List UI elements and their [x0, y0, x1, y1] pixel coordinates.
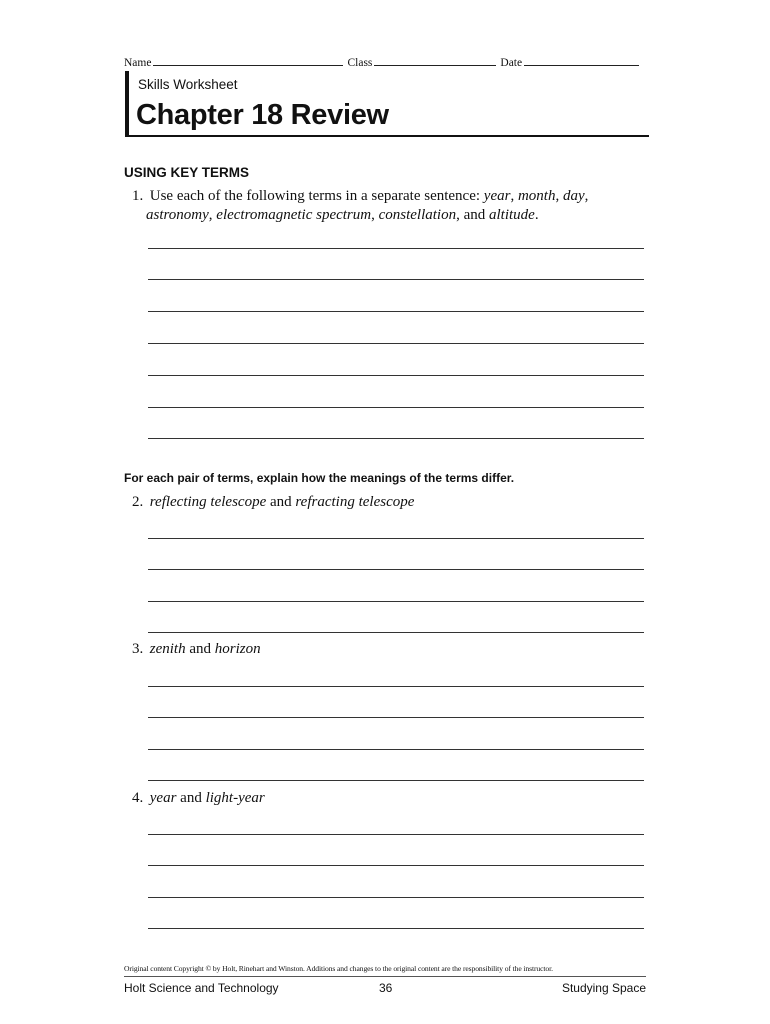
answer-line[interactable]: [148, 248, 644, 249]
answer-line[interactable]: [148, 686, 644, 687]
separator: ,: [584, 188, 589, 204]
term: refracting telescope: [295, 494, 415, 510]
answer-line[interactable]: [148, 438, 644, 439]
student-info-line: [124, 55, 644, 69]
question-4: [132, 789, 632, 808]
term: electromagnetic spectrum: [216, 207, 372, 223]
answer-line[interactable]: [148, 311, 644, 312]
answer-line[interactable]: [148, 780, 644, 781]
date-label: Date: [500, 57, 523, 69]
class-label: Class: [347, 57, 373, 69]
instruction: For each pair of terms, explain how the meanings of the terms differ.: [124, 471, 515, 485]
answer-line[interactable]: [148, 717, 644, 718]
separator: ,: [510, 188, 518, 204]
question-2: [132, 493, 632, 512]
question-number: 2.: [132, 494, 144, 510]
term: constellation: [378, 207, 457, 223]
term: zenith: [149, 641, 186, 657]
separator: ,: [208, 207, 217, 223]
answer-line[interactable]: [148, 749, 644, 750]
conjunction: and: [185, 641, 215, 657]
answer-line[interactable]: [148, 897, 644, 898]
date-blank[interactable]: [524, 55, 639, 66]
copyright-notice: Original content Copyright © by Holt, Rinehart and Winston. Additions and changes to the original content are the responsibility of the instructor.: [124, 964, 553, 973]
answer-line[interactable]: [148, 538, 644, 539]
section-heading: USING KEY TERMS: [124, 165, 250, 180]
answer-line[interactable]: [148, 407, 644, 408]
worksheet-type: Skills Worksheet: [138, 77, 238, 92]
conjunction: and: [266, 494, 296, 510]
separator: ,: [371, 207, 379, 223]
answer-line[interactable]: [148, 928, 644, 929]
separator: , and: [456, 207, 490, 223]
term: reflecting telescope: [149, 494, 267, 510]
answer-line[interactable]: [148, 632, 644, 633]
separator: ,: [555, 188, 563, 204]
question-number: 1.: [132, 188, 144, 204]
term: horizon: [214, 641, 261, 657]
term: year: [149, 790, 177, 806]
question-1: [132, 187, 632, 225]
publisher-name: Holt Science and Technology: [124, 981, 279, 995]
term: astronomy: [146, 207, 209, 223]
unit-title: Studying Space: [561, 981, 646, 995]
answer-line[interactable]: [148, 375, 644, 376]
answer-line[interactable]: [148, 865, 644, 866]
answer-line[interactable]: [148, 569, 644, 570]
separator: .: [534, 207, 539, 223]
answer-line[interactable]: [148, 601, 644, 602]
name-blank[interactable]: [153, 55, 343, 66]
class-blank[interactable]: [374, 55, 496, 66]
title-block: [125, 71, 649, 137]
answer-line[interactable]: [148, 343, 644, 344]
page-number: 36: [379, 981, 393, 995]
page-title: Chapter 18 Review: [136, 99, 389, 131]
term: day: [562, 188, 585, 204]
term: year: [483, 188, 511, 204]
question-number: 4.: [132, 790, 144, 806]
term: month: [517, 188, 556, 204]
term: altitude: [489, 207, 535, 223]
conjunction: and: [176, 790, 206, 806]
answer-line[interactable]: [148, 834, 644, 835]
footer-divider: [124, 976, 646, 977]
question-number: 3.: [132, 641, 144, 657]
name-label: Name: [124, 57, 152, 69]
question-text: Use each of the following terms in a separate sentence:: [149, 188, 484, 204]
answer-line[interactable]: [148, 279, 644, 280]
term: light-year: [205, 790, 265, 806]
question-3: [132, 640, 632, 659]
